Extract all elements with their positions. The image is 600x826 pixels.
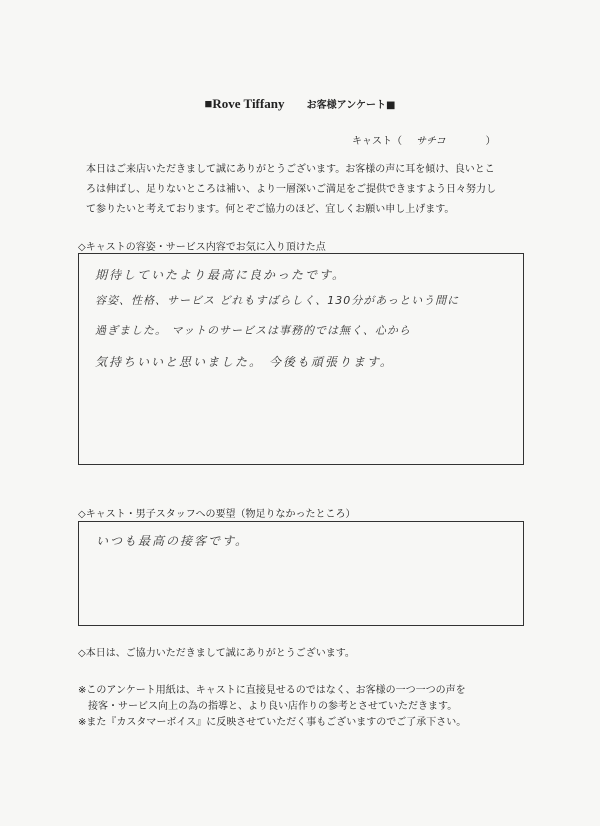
cast-name-handwritten: サチコ — [416, 136, 446, 147]
survey-title: お客様アンケート■ — [306, 100, 396, 111]
request-line-1: いつも最高の接客です。 — [96, 534, 250, 548]
cast-name-line — [352, 132, 496, 147]
brand-name: ■Rove Tiffany — [204, 96, 285, 111]
favorite-line-3: 過ぎました。 マットのサービスは事務的では無く、心から — [95, 324, 411, 337]
note-line-1: ※このアンケート用紙は、キャストに直接見せるのではなく、お客様の一つ一つの声を — [78, 685, 466, 696]
section2-title: ◇キャスト・男子スタッフへの要望（物足りなかったところ） — [78, 509, 356, 520]
note-line-2: 接客・サービス向上の為の指導と、より良い店作りの参考とさせていただきます。 — [78, 701, 458, 712]
intro-text: 本日はご来店いただきまして誠にありがとうございます。お客様の声に耳を傾け、良いところは伸ばし、足りないところは補い、より一層深いご満足をご提供できますよう日々努力して参りたいと考えております。何とぞご協力のほど、宜しくお願い申し上げます。 — [86, 164, 496, 215]
favorite-line-2: 容姿、性格、サービス どれもすばらしく、130分があっという間に — [95, 294, 460, 307]
thanks-text: ◇本日は、ご協力いただきまして誠にありがとうございます。 — [78, 648, 355, 659]
page-title — [0, 96, 600, 112]
note-line-3: ※また『カスタマーボイス』に反映させていただく事もございますのでご了承下さい。 — [78, 717, 467, 728]
cast-label: キャスト（ — [352, 136, 402, 147]
cast-close: ） — [485, 136, 496, 147]
favorite-line-4: 気持ちいいと思いました。 今後も頑張ります。 — [95, 355, 394, 369]
section1-title: ◇キャストの容姿・サービス内容でお気に入り頂けた点 — [78, 242, 326, 253]
favorite-line-1: 期待していたより最高に良かったです。 — [95, 268, 347, 282]
